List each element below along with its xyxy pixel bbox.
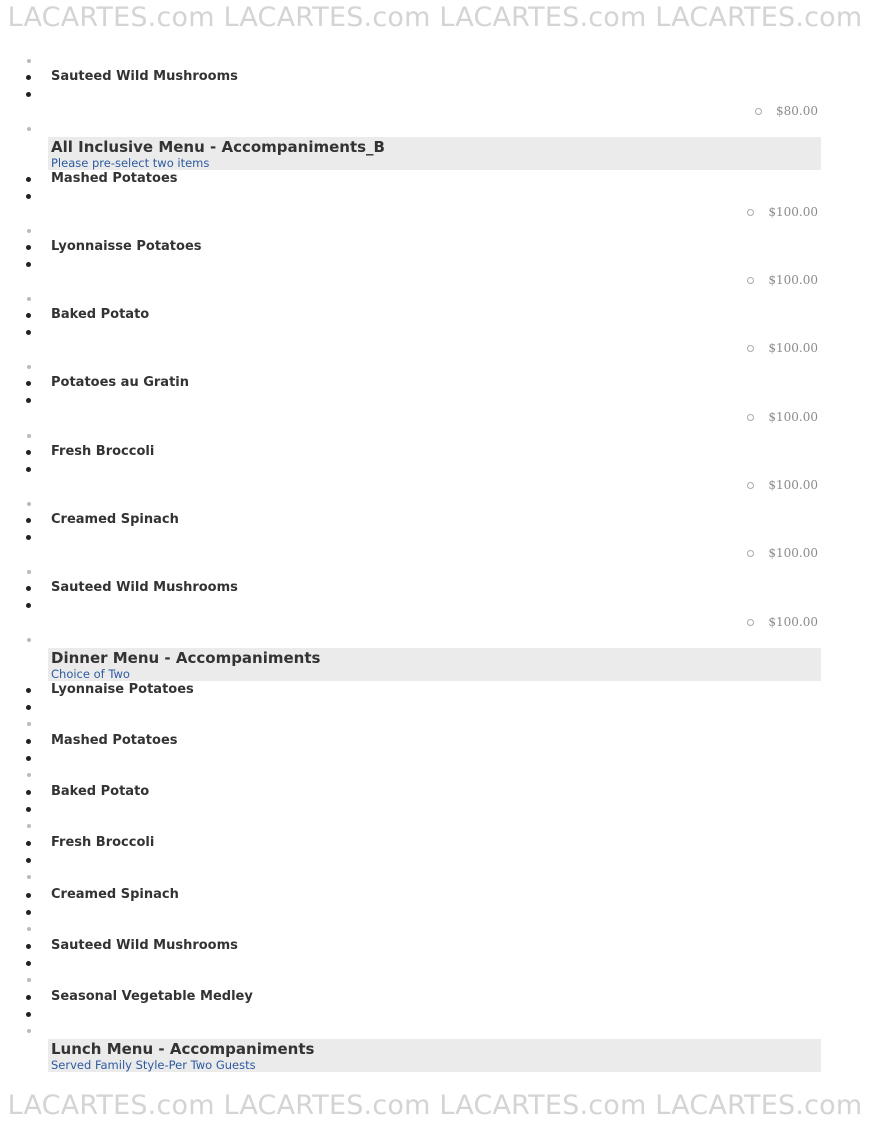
bullet (26, 177, 31, 182)
menu-item: Creamed Spinach (51, 887, 179, 902)
menu-item: Fresh Broccoli (51, 444, 155, 459)
menu-item: Lyonnaisse Potatoes (51, 239, 202, 254)
menu-item: Sauteed Wild Mushrooms (51, 938, 238, 953)
menu-item: Mashed Potatoes (51, 733, 178, 748)
menu-item: Lyonnaise Potatoes (51, 682, 194, 697)
bullet (26, 330, 31, 335)
menu-item: Fresh Broccoli (51, 835, 155, 850)
bullet (26, 92, 31, 97)
menu-item: Creamed Spinach (51, 512, 179, 527)
bullet (27, 365, 31, 369)
item-price: $100.00 (747, 615, 818, 629)
section-header-dinner (48, 648, 821, 681)
bullet (26, 75, 31, 80)
bullet (26, 467, 31, 472)
bullet (26, 535, 31, 540)
bullet (26, 995, 31, 1000)
bullet (27, 127, 31, 131)
menu-item: Baked Potato (51, 784, 150, 799)
menu-item: Baked Potato (51, 307, 150, 322)
bullet (27, 59, 31, 63)
item-price: $100.00 (747, 546, 818, 560)
bullet (27, 722, 31, 726)
bullet (27, 229, 31, 233)
menu-item: Sauteed Wild Mushrooms (51, 69, 238, 84)
bullet (26, 1012, 31, 1017)
menu-item: Potatoes au Gratin (51, 375, 190, 390)
bullet (26, 944, 31, 949)
radio-circle-icon (747, 414, 754, 421)
bullet (26, 858, 31, 863)
item-price: $100.00 (747, 341, 818, 355)
bullet (26, 603, 31, 608)
bullet (27, 824, 31, 828)
bullet (26, 381, 31, 386)
radio-circle-icon (755, 108, 762, 115)
bullet (26, 313, 31, 318)
bullet (26, 688, 31, 693)
bullet (27, 978, 31, 982)
bullet (26, 450, 31, 455)
menu-item: Sauteed Wild Mushrooms (51, 580, 238, 595)
section-header-all-inclusive (48, 137, 821, 170)
section-title: Dinner Menu - Accompaniments (51, 649, 321, 667)
item-price: $100.00 (747, 410, 818, 424)
bullet (27, 502, 31, 506)
bullet (26, 841, 31, 846)
bullet (26, 910, 31, 915)
bullet (26, 245, 31, 250)
radio-circle-icon (747, 482, 754, 489)
radio-circle-icon (747, 619, 754, 626)
item-price: $100.00 (747, 205, 818, 219)
bullet (26, 790, 31, 795)
radio-circle-icon (747, 277, 754, 284)
bullet (26, 739, 31, 744)
section-title: All Inclusive Menu - Accompaniments_B (51, 138, 385, 156)
bullet (26, 262, 31, 267)
bullet (27, 434, 31, 438)
section-title: Lunch Menu - Accompaniments (51, 1040, 315, 1058)
bullet (27, 638, 31, 642)
bullet (26, 893, 31, 898)
bullet (26, 961, 31, 966)
item-price: $100.00 (747, 273, 818, 287)
menu-item: Seasonal Vegetable Medley (51, 989, 253, 1004)
radio-circle-icon (747, 209, 754, 216)
bullet (27, 927, 31, 931)
bullet (27, 875, 31, 879)
item-price: $80.00 (755, 104, 818, 118)
radio-circle-icon (747, 345, 754, 352)
bullet (26, 518, 31, 523)
menu-item: Mashed Potatoes (51, 171, 178, 186)
watermark-bottom: LACARTES.com LACARTES.com LACARTES.com LACARTES.com (7, 1090, 863, 1121)
bullet (26, 807, 31, 812)
bullet (26, 705, 31, 710)
bullet (26, 756, 31, 761)
bullet (26, 194, 31, 199)
bullet (26, 398, 31, 403)
bullet (27, 297, 31, 301)
section-header-lunch (48, 1039, 821, 1072)
item-price: $100.00 (747, 478, 818, 492)
section-subtitle: Served Family Style-Per Two Guests (51, 1058, 256, 1072)
bullet (27, 773, 31, 777)
bullet (26, 586, 31, 591)
section-subtitle: Choice of Two (51, 667, 130, 681)
bullet (27, 1029, 31, 1033)
radio-circle-icon (747, 550, 754, 557)
watermark-top: LACARTES.com LACARTES.com LACARTES.com LACARTES.com (7, 2, 863, 33)
section-subtitle: Please pre-select two items (51, 156, 210, 170)
bullet (27, 570, 31, 574)
